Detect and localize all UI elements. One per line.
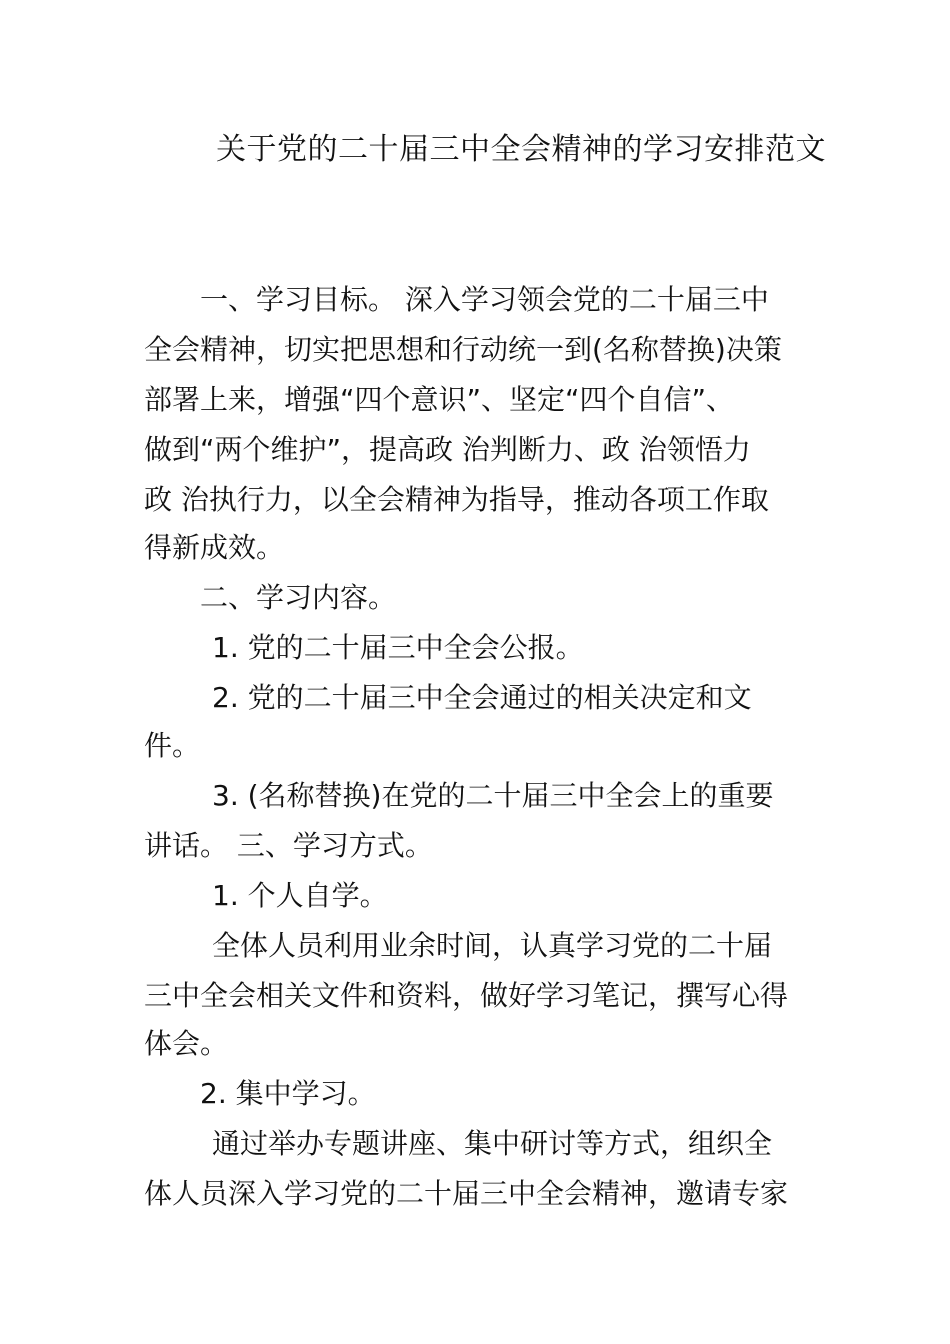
paragraph-line: 体会。	[144, 1027, 229, 1060]
paragraph-line: 全体人员利用业余时间，认真学习党的二十届	[212, 929, 773, 962]
paragraph-line: 部署上来，增强“四个意识”、坚定“四个自信”、	[144, 383, 735, 416]
paragraph-line: 得新成效。	[144, 531, 285, 564]
document-title: 关于党的二十届三中全会精神的学习安排范文	[216, 132, 826, 167]
paragraph-line: 通过举办专题讲座、集中研讨等方式，组织全	[212, 1127, 773, 1160]
section-heading: 二、学习内容。	[200, 581, 397, 614]
paragraph-line: 三中全会相关文件和资料，做好学习笔记，撰写心得	[144, 979, 789, 1012]
list-item: 1. 党的二十届三中全会公报。	[212, 631, 584, 664]
paragraph-line: 政 治执行力，以全会精神为指导，推动各项工作取	[144, 483, 769, 516]
list-item: 3. (名称替换)在党的二十届三中全会上的重要	[212, 779, 774, 812]
paragraph-line: 件。	[144, 729, 201, 762]
paragraph-line: 全会精神，切实把思想和行动统一到(名称替换)决策	[144, 333, 782, 366]
paragraph-line: 一、学习目标。 深入学习领会党的二十届三中	[200, 283, 769, 316]
list-item: 2. 集中学习。	[200, 1077, 376, 1110]
paragraph-line: 做到“两个维护”，提高政 治判断力、政 治领悟力	[144, 433, 751, 466]
paragraph-line: 讲话。 三、学习方式。	[144, 829, 433, 862]
paragraph-line: 体人员深入学习党的二十届三中全会精神，邀请专家	[144, 1177, 789, 1210]
list-item: 2. 党的二十届三中全会通过的相关决定和文	[212, 681, 752, 714]
list-item: 1. 个人自学。	[212, 879, 388, 912]
